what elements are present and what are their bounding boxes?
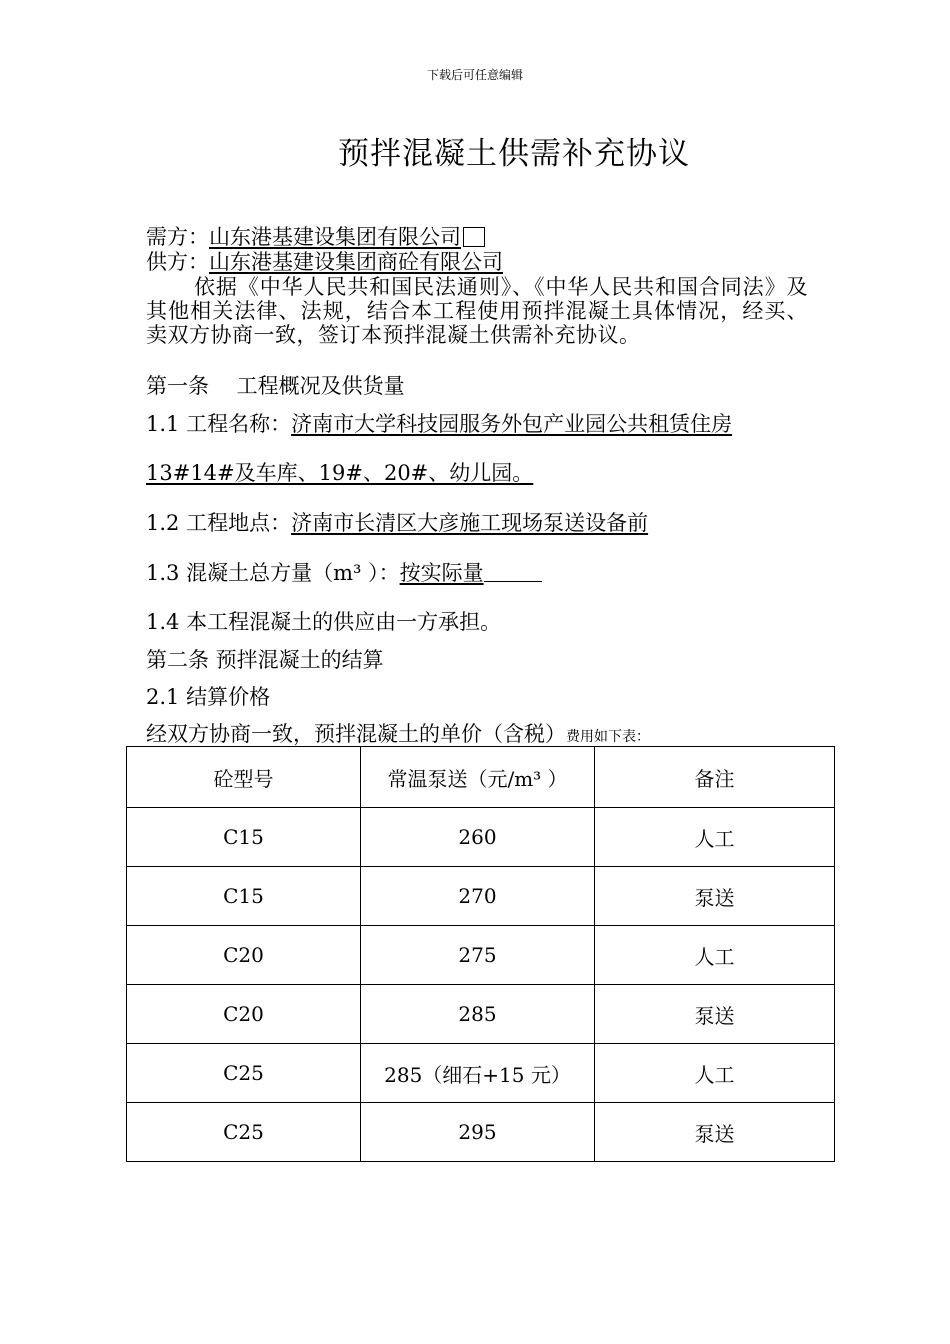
item-1-4: 1.4 本工程混凝土的供应由一方承担。: [146, 610, 502, 634]
checkbox-placeholder: [463, 227, 485, 247]
demand-label: 需方：: [146, 225, 209, 249]
table-row: [127, 1044, 835, 1103]
item-1-3-value: 按实际量: [399, 561, 484, 585]
item-1-2-label: 1.2 工程地点：: [146, 511, 292, 535]
table-row: [127, 1103, 835, 1162]
item-1-1-label: 1.1 工程名称：: [146, 412, 292, 436]
fill-blank: [484, 563, 542, 582]
item-1-3-label: 1.3 混凝土总方量（m³ ）：: [146, 561, 400, 585]
cell-remark: 人工: [595, 1044, 835, 1103]
table-row: [127, 867, 835, 926]
demand-party-line: [146, 225, 485, 249]
item-1-1-value-continued: 13#14#及车库、19#、20#、幼儿园。: [146, 461, 534, 485]
table-intro-main: 经双方协商一致，预拌混凝土的单价（含税）: [146, 722, 566, 746]
cell-grade: C20: [127, 926, 361, 985]
header-remark: 备注: [595, 747, 835, 808]
supply-party-line: [146, 250, 503, 274]
table-header-row: [127, 747, 835, 808]
price-table: [126, 746, 835, 1162]
cell-price: 285: [361, 985, 595, 1044]
cell-grade: C25: [127, 1044, 361, 1103]
header-note: 下载后可任意编辑: [426, 68, 523, 82]
supply-name: 山东港基建设集团商砼有限公司: [209, 250, 503, 274]
item-1-3: [146, 561, 542, 585]
article2-heading: 第二条 预拌混凝土的结算: [146, 648, 384, 672]
intro-paragraph: 依据《中华人民共和国民法通则》、《中华人民共和国合同法》及其他相关法律、法规，结合本工程使用预拌混凝土具体情况，经买、卖双方协商一致，签订本预拌混凝土供需补充协议。: [146, 275, 808, 347]
item-1-1: [146, 412, 732, 436]
cell-price: 285（细石+15 元）: [361, 1044, 595, 1103]
article1-heading: 第一条 工程概况及供货量: [146, 374, 405, 398]
item-2-1: 2.1 结算价格: [146, 685, 271, 709]
table-intro: [146, 722, 650, 749]
table-row: [127, 985, 835, 1044]
cell-remark: 泵送: [595, 985, 835, 1044]
cell-price: 275: [361, 926, 595, 985]
table-intro-small: 费用如下表：: [566, 729, 650, 745]
cell-remark: 泵送: [595, 867, 835, 926]
item-1-1-continued: [146, 461, 533, 485]
cell-grade: C20: [127, 985, 361, 1044]
table-row: [127, 808, 835, 867]
header-grade: 砼型号: [127, 747, 361, 808]
item-1-2-value: 济南市长清区大彦施工现场泵送设备前: [291, 511, 649, 535]
demand-name: 山东港基建设集团有限公司: [209, 225, 461, 249]
item-1-2: [146, 511, 648, 535]
cell-grade: C25: [127, 1103, 361, 1162]
table-row: [127, 926, 835, 985]
supply-label: 供方：: [146, 250, 209, 274]
cell-price: 295: [361, 1103, 595, 1162]
item-1-1-value: 济南市大学科技园服务外包产业园公共租赁住房: [291, 412, 733, 436]
document-title: 预拌混凝土供需补充协议: [338, 136, 690, 172]
cell-remark: 泵送: [595, 1103, 835, 1162]
cell-remark: 人工: [595, 926, 835, 985]
cell-grade: C15: [127, 808, 361, 867]
cell-price: 260: [361, 808, 595, 867]
header-price: 常温泵送（元/m³ ）: [361, 747, 595, 808]
cell-remark: 人工: [595, 808, 835, 867]
cell-grade: C15: [127, 867, 361, 926]
cell-price: 270: [361, 867, 595, 926]
